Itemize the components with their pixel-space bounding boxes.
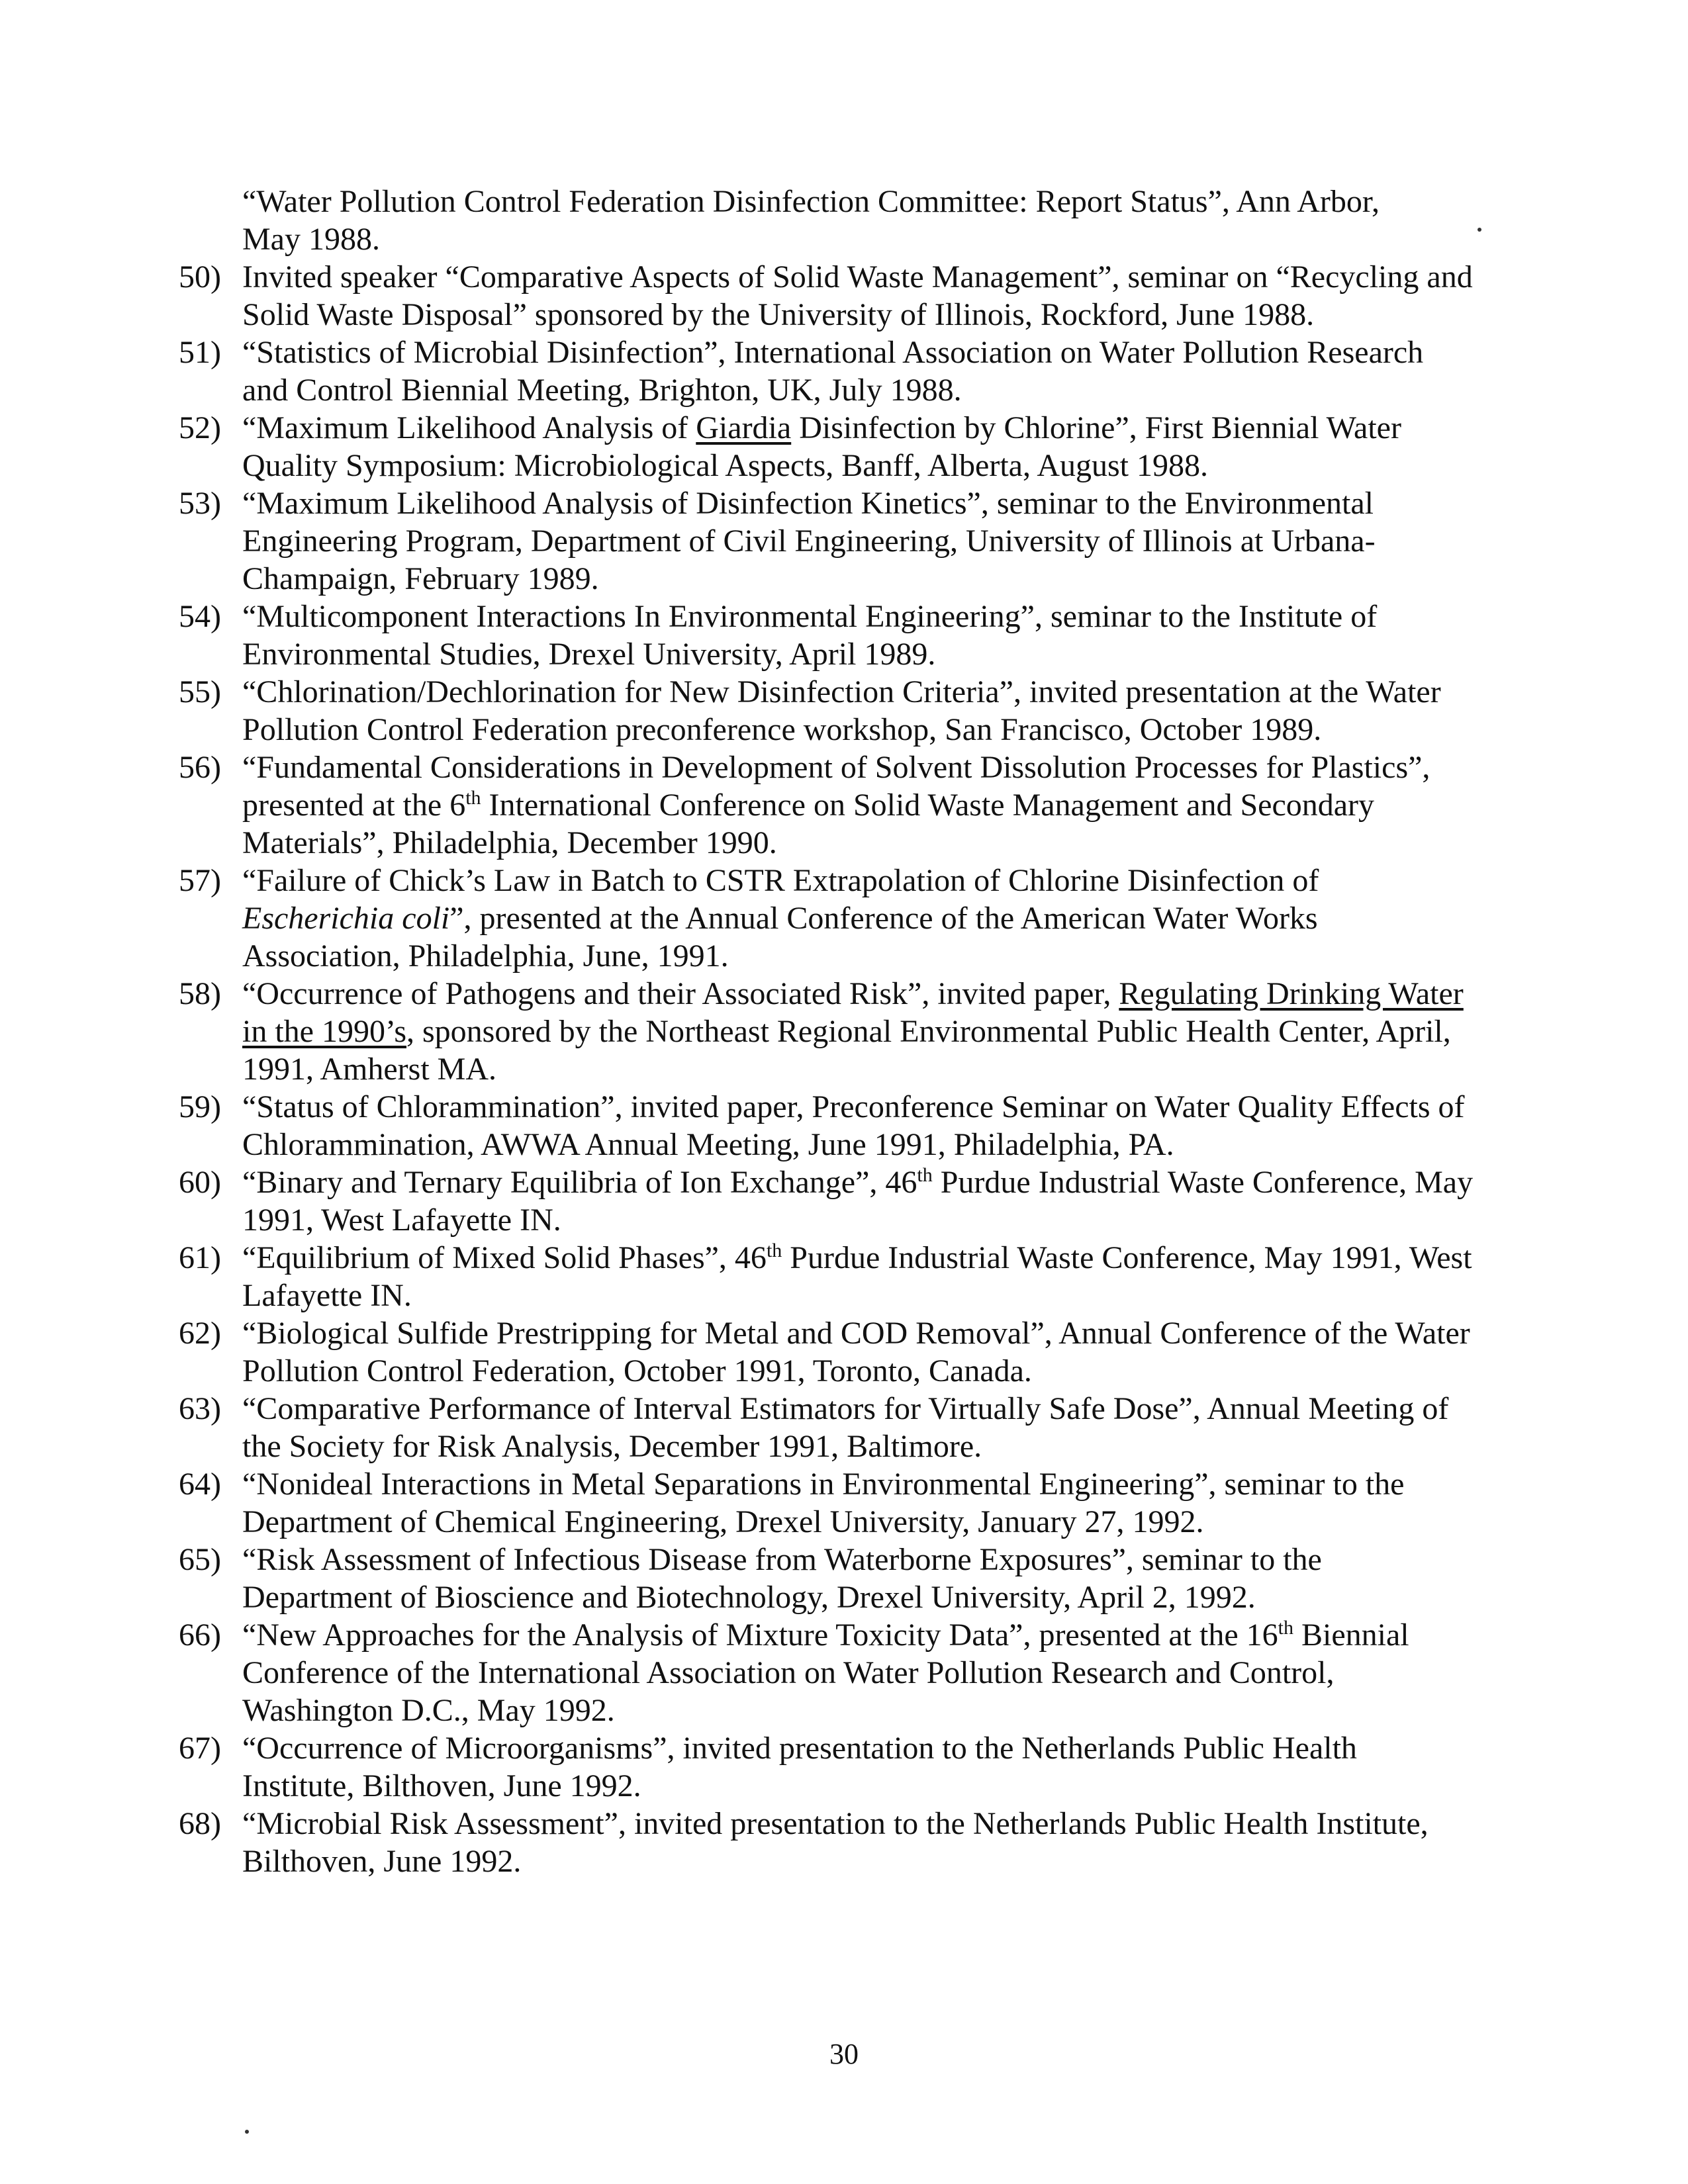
item-text: “Biological Sulfide Prestripping for Metal and COD Removal”, Annual Conference of the Water Pollution Control Federation, October 1991, Toronto, Canada. <box>242 1316 1470 1388</box>
ordinal-suffix: th <box>766 1240 782 1261</box>
item-number: 63) <box>179 1391 221 1426</box>
item-text: “Multicomponent Interactions In Environmental Engineering”, seminar to the Institute of Environmental Studies, Drexel University, April 1989. <box>242 599 1378 672</box>
item-text: “Microbial Risk Assessment”, invited presentation to the Netherlands Public Health Institute, Bilthoven, June 1992. <box>242 1806 1429 1879</box>
list-item <box>179 673 1476 749</box>
list-item <box>179 1541 1476 1616</box>
list-item <box>179 409 1476 484</box>
item-text: “Failure of Chick’s Law in Batch to CSTR Extrapolation of Chlorine Disinfection of Escherichia coli”, presented at the Annual Conference of the American Water Works Association, Philadelphia, June, 1991. <box>242 863 1319 974</box>
item-text: Invited speaker “Comparative Aspects of Solid Waste Management”, seminar on “Recycling and Solid Waste Disposal” sponsored by the University of Illinois, Rockford, June 1988. <box>242 259 1473 332</box>
item-text: “Occurrence of Pathogens and their Associated Risk”, invited paper, Regulating Drinking Water in the 1990’s, sponsored by the Northeast Regional Environmental Public Health Center, April, 1991, Amherst MA. <box>242 976 1464 1087</box>
scan-speck <box>245 2130 249 2134</box>
page-number: 30 <box>829 2038 859 2070</box>
underlined-term: Giardia <box>696 410 792 445</box>
list-item <box>179 1163 1476 1239</box>
continuation-line: May 1988. <box>242 222 380 257</box>
item-number: 60) <box>179 1165 221 1200</box>
list-item <box>179 598 1476 673</box>
item-number: 53) <box>179 486 221 521</box>
item-text: “Comparative Performance of Interval Estimators for Virtually Safe Dose”, Annual Meeting of the Society for Risk Analysis, December 1991, Baltimore. <box>242 1391 1449 1464</box>
continuation-entry <box>179 183 1476 258</box>
ordinal-suffix: th <box>917 1164 933 1186</box>
item-text: “Equilibrium of Mixed Solid Phases”, 46th Purdue Industrial Waste Conference, May 1991, West Lafayette IN. <box>242 1240 1472 1313</box>
item-number: 68) <box>179 1806 221 1841</box>
list-item <box>179 258 1476 334</box>
item-number: 56) <box>179 750 221 785</box>
item-number: 64) <box>179 1467 221 1502</box>
item-number: 51) <box>179 335 221 370</box>
item-text: “Status of Chlorammination”, invited paper, Preconference Seminar on Water Quality Effects of Chlorammination, AWWA Annual Meeting, June 1991, Philadelphia, PA. <box>242 1089 1465 1162</box>
item-number: 66) <box>179 1617 221 1653</box>
item-number: 61) <box>179 1240 221 1275</box>
list-item <box>179 1465 1476 1541</box>
list-item <box>179 334 1476 409</box>
item-text: “Nonideal Interactions in Metal Separations in Environmental Engineering”, seminar to the Department of Chemical Engineering, Drexel University, January 27, 1992. <box>242 1467 1405 1539</box>
item-number: 54) <box>179 599 221 634</box>
item-text: “Binary and Ternary Equilibria of Ion Exchange”, 46th Purdue Industrial Waste Conference, May 1991, West Lafayette IN. <box>242 1164 1474 1238</box>
item-number: 50) <box>179 259 221 295</box>
presentations-list <box>179 183 1476 1880</box>
item-number: 62) <box>179 1316 221 1351</box>
item-text: “Chlorination/Dechlorination for New Disinfection Criteria”, invited presentation at the Water Pollution Control Federation preconference workshop, San Francisco, October 1989. <box>242 674 1441 747</box>
item-number: 59) <box>179 1089 221 1124</box>
scan-speck <box>1477 228 1481 232</box>
item-text: “Fundamental Considerations in Development of Solvent Dissolution Processes for Plastics”, presented at the 6th International Conference on Solid Waste Management and Secondary Materials”, Philadelphia, December 1990. <box>242 750 1430 860</box>
item-number: 67) <box>179 1731 221 1766</box>
ordinal-suffix: th <box>1278 1617 1293 1639</box>
item-text: “Statistics of Microbial Disinfection”, International Association on Water Pollution Research and Control Biennial Meeting, Brighton, UK, July 1988. <box>242 335 1424 408</box>
item-text: “Maximum Likelihood Analysis of Disinfection Kinetics”, seminar to the Environmental Engineering Program, Department of Civil Engineering, University of Illinois at Urbana-Champaign, February 1989. <box>242 486 1376 596</box>
list-item <box>179 975 1476 1088</box>
list-item <box>179 1239 1476 1314</box>
list-item <box>179 484 1476 598</box>
list-item <box>179 1729 1476 1805</box>
item-text: “Maximum Likelihood Analysis of Giardia Disinfection by Chlorine”, First Biennial Water Quality Symposium: Microbiological Aspects, Banff, Alberta, August 1988. <box>242 410 1401 483</box>
item-text: “New Approaches for the Analysis of Mixture Toxicity Data”, presented at the 16th Biennial Conference of the International Association on Water Pollution Research and Control, Washington D.C., May 1992. <box>242 1617 1409 1728</box>
italic-term: Escherichia coli <box>242 901 450 936</box>
item-text: “Occurrence of Microorganisms”, invited presentation to the Netherlands Public Health Institute, Bilthoven, June 1992. <box>242 1731 1357 1803</box>
list-item <box>179 1616 1476 1729</box>
item-number: 58) <box>179 976 221 1011</box>
list-item <box>179 1805 1476 1880</box>
item-number: 65) <box>179 1542 221 1577</box>
ordinal-suffix: th <box>465 787 481 809</box>
item-number: 57) <box>179 863 221 898</box>
list-item <box>179 862 1476 975</box>
list-item <box>179 1314 1476 1390</box>
continuation-line: “Water Pollution Control Federation Disinfection Committee: Report Status”, Ann Arbor, <box>242 184 1380 219</box>
list-item <box>179 1088 1476 1163</box>
list-item <box>179 749 1476 862</box>
underlined-title: Regulating Drinking Water in the 1990’s <box>242 976 1464 1049</box>
list-item <box>179 1390 1476 1465</box>
item-number: 55) <box>179 674 221 709</box>
item-number: 52) <box>179 410 221 445</box>
item-text: “Risk Assessment of Infectious Disease from Waterborne Exposures”, seminar to the Department of Bioscience and Biotechnology, Drexel University, April 2, 1992. <box>242 1542 1322 1615</box>
